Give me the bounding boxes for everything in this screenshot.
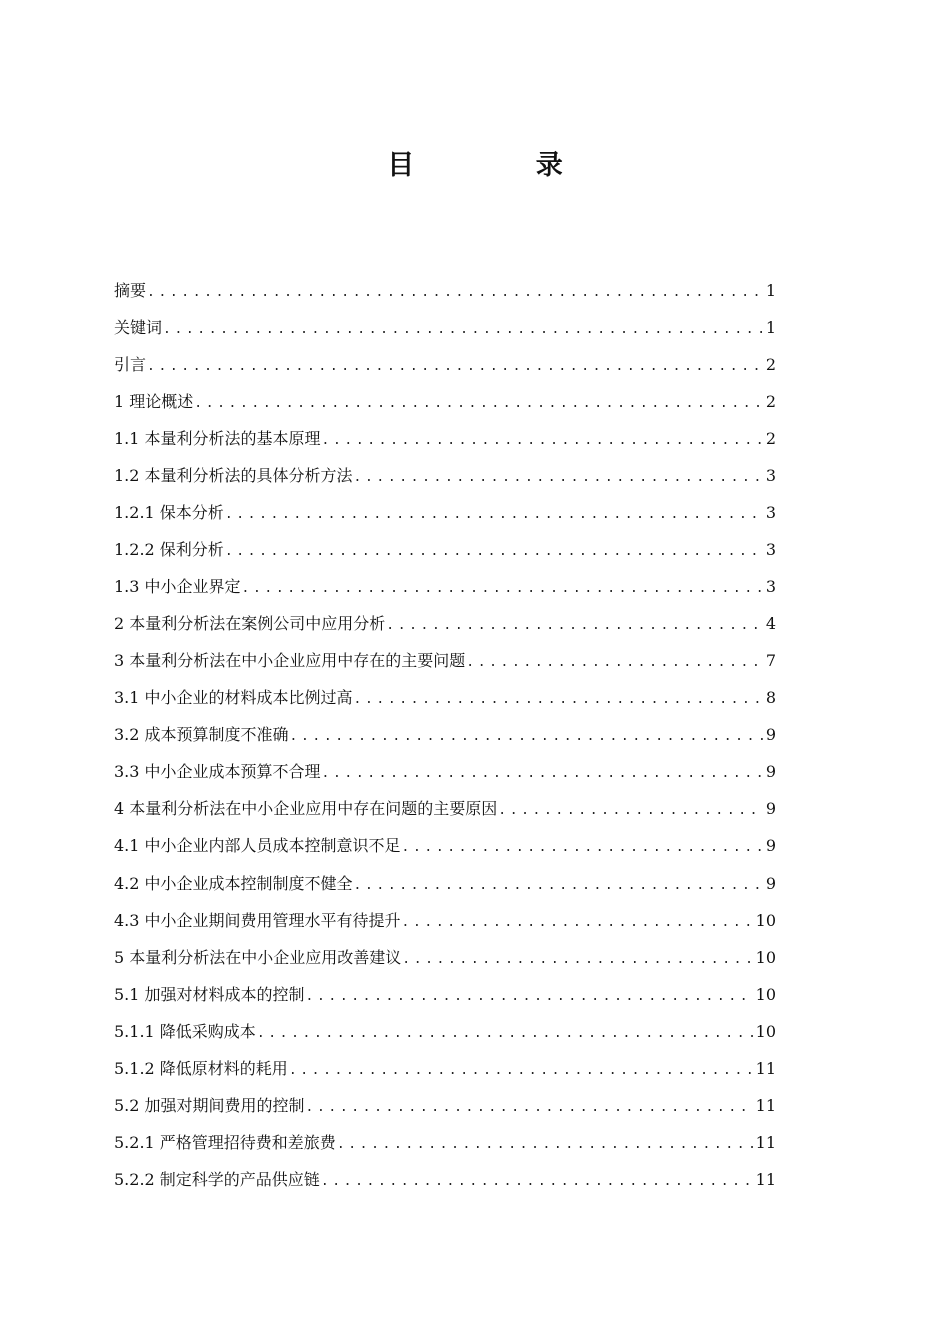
toc-dot-leader — [225, 533, 764, 570]
toc-dot-leader — [322, 422, 764, 459]
toc-entry[interactable] — [114, 1050, 776, 1087]
toc-entry[interactable] — [114, 902, 776, 939]
toc-entry-label: 5.1.2 降低原材料的耗用 — [114, 1058, 288, 1078]
toc-entry-page-number: 2 — [765, 429, 776, 449]
toc-entry-label: 1 理论概述 — [114, 392, 194, 412]
toc-entry-page-number: 1 — [765, 318, 776, 338]
toc-entry[interactable] — [114, 605, 776, 642]
toc-entry-page-number: 10 — [755, 947, 776, 967]
toc-entry-label: 4.2 中小企业成本控制制度不健全 — [114, 873, 353, 893]
toc-entry[interactable] — [114, 1013, 776, 1050]
toc-entry[interactable] — [114, 1087, 776, 1124]
toc-dot-leader — [257, 1015, 754, 1052]
toc-entry[interactable] — [114, 309, 776, 346]
toc-dot-leader — [194, 385, 764, 422]
toc-entry[interactable] — [114, 1124, 776, 1161]
toc-entry[interactable] — [114, 346, 776, 383]
toc-dot-leader — [321, 1163, 754, 1200]
toc-entry-page-number: 2 — [765, 355, 776, 375]
toc-entry-page-number: 8 — [765, 688, 776, 708]
toc-entry-label: 1.3 中小企业界定 — [114, 577, 241, 597]
toc-dot-leader — [337, 1126, 754, 1163]
toc-title: 目 录 — [387, 150, 619, 181]
toc-entry-label: 5.2.1 严格管理招待费和差旅费 — [114, 1132, 336, 1152]
toc-entry[interactable] — [114, 383, 776, 420]
toc-entry-label: 1.2.1 保本分析 — [114, 503, 224, 523]
toc-entry[interactable] — [114, 531, 776, 568]
toc-entry[interactable] — [114, 494, 776, 531]
toc-entry[interactable] — [114, 939, 776, 976]
toc-entry-label: 1.1 本量利分析法的基本原理 — [114, 429, 321, 449]
toc-dot-leader — [498, 792, 764, 829]
toc-dot-leader — [402, 904, 754, 941]
toc-entry-page-number: 9 — [765, 873, 776, 893]
toc-entry-page-number: 9 — [765, 762, 776, 782]
toc-entry-page-number: 10 — [755, 1021, 776, 1041]
toc-entry-label: 4.3 中小企业期间费用管理水平有待提升 — [114, 910, 401, 930]
toc-entry[interactable] — [114, 457, 776, 494]
toc-entry-page-number: 3 — [765, 577, 776, 597]
toc-dot-leader — [402, 941, 753, 978]
toc-entry-page-number: 10 — [755, 984, 776, 1004]
toc-entry[interactable] — [114, 827, 776, 864]
toc-entry-label: 5 本量利分析法在中小企业应用改善建议 — [114, 947, 402, 967]
toc-entry[interactable] — [114, 272, 776, 309]
toc-entry-label: 摘要 — [114, 281, 147, 300]
toc-entry-page-number: 11 — [755, 1095, 776, 1115]
toc-entry-label: 5.2 加强对期间费用的控制 — [114, 1095, 305, 1115]
toc-entry-page-number: 1 — [765, 281, 776, 300]
toc-entry-label: 关键词 — [114, 318, 163, 338]
toc-entry[interactable] — [114, 1161, 776, 1198]
toc-entry[interactable] — [114, 679, 776, 716]
toc-entry[interactable] — [114, 420, 776, 457]
toc-entry-page-number: 9 — [765, 725, 776, 745]
toc-entry[interactable] — [114, 790, 776, 827]
toc-dot-leader — [466, 644, 764, 681]
toc-entry-label: 3.3 中小企业成本预算不合理 — [114, 762, 321, 782]
toc-entry-label: 4.1 中小企业内部人员成本控制意识不足 — [114, 836, 401, 856]
toc-entry-page-number: 2 — [765, 392, 776, 412]
toc-dot-leader — [354, 867, 764, 904]
toc-entry[interactable] — [114, 642, 776, 679]
toc-entry[interactable] — [114, 716, 776, 753]
toc-dot-leader — [242, 570, 764, 607]
toc-entry-label: 3.1 中小企业的材料成本比例过高 — [114, 688, 353, 708]
toc-entry-page-number: 9 — [765, 836, 776, 856]
toc-entry-label: 4 本量利分析法在中小企业应用中存在问题的主要原因 — [114, 799, 498, 819]
toc-entry-label: 5.2.2 制定科学的产品供应链 — [114, 1169, 320, 1189]
toc-entry[interactable] — [114, 865, 776, 902]
toc-entry-page-number: 7 — [765, 651, 776, 671]
toc-entry-page-number: 9 — [765, 799, 776, 819]
toc-dot-leader — [147, 274, 764, 311]
toc-entry-label: 2 本量利分析法在案例公司中应用分析 — [114, 614, 386, 634]
toc-dot-leader — [386, 607, 764, 644]
table-of-contents — [114, 272, 776, 1198]
toc-entry-label: 3.2 成本预算制度不准确 — [114, 725, 289, 745]
toc-dot-leader — [306, 978, 754, 1015]
toc-entry-page-number: 3 — [765, 466, 776, 486]
toc-dot-leader — [163, 311, 764, 348]
toc-entry[interactable] — [114, 568, 776, 605]
toc-entry[interactable] — [114, 976, 776, 1013]
toc-dot-leader — [402, 829, 764, 866]
toc-entry-page-number: 3 — [765, 540, 776, 560]
toc-entry-page-number: 10 — [755, 910, 776, 930]
toc-dot-leader — [289, 1052, 754, 1089]
toc-entry-label: 3 本量利分析法在中小企业应用中存在的主要问题 — [114, 651, 466, 671]
toc-dot-leader — [290, 718, 764, 755]
toc-entry-label: 5.1 加强对材料成本的控制 — [114, 984, 305, 1004]
toc-dot-leader — [354, 681, 764, 718]
toc-dot-leader — [354, 459, 764, 496]
toc-entry-page-number: 4 — [765, 614, 776, 634]
toc-entry[interactable] — [114, 753, 776, 790]
toc-dot-leader — [147, 348, 764, 385]
toc-entry-label: 1.2.2 保利分析 — [114, 540, 224, 560]
toc-entry-page-number: 3 — [765, 503, 776, 523]
toc-entry-label: 引言 — [114, 355, 147, 375]
toc-entry-page-number: 11 — [755, 1169, 776, 1189]
toc-dot-leader — [306, 1089, 754, 1126]
toc-dot-leader — [225, 496, 764, 533]
toc-entry-label: 1.2 本量利分析法的具体分析方法 — [114, 466, 353, 486]
toc-entry-label: 5.1.1 降低采购成本 — [114, 1021, 256, 1041]
toc-entry-page-number: 11 — [755, 1058, 776, 1078]
toc-dot-leader — [322, 755, 764, 792]
toc-entry-page-number: 11 — [755, 1132, 776, 1152]
